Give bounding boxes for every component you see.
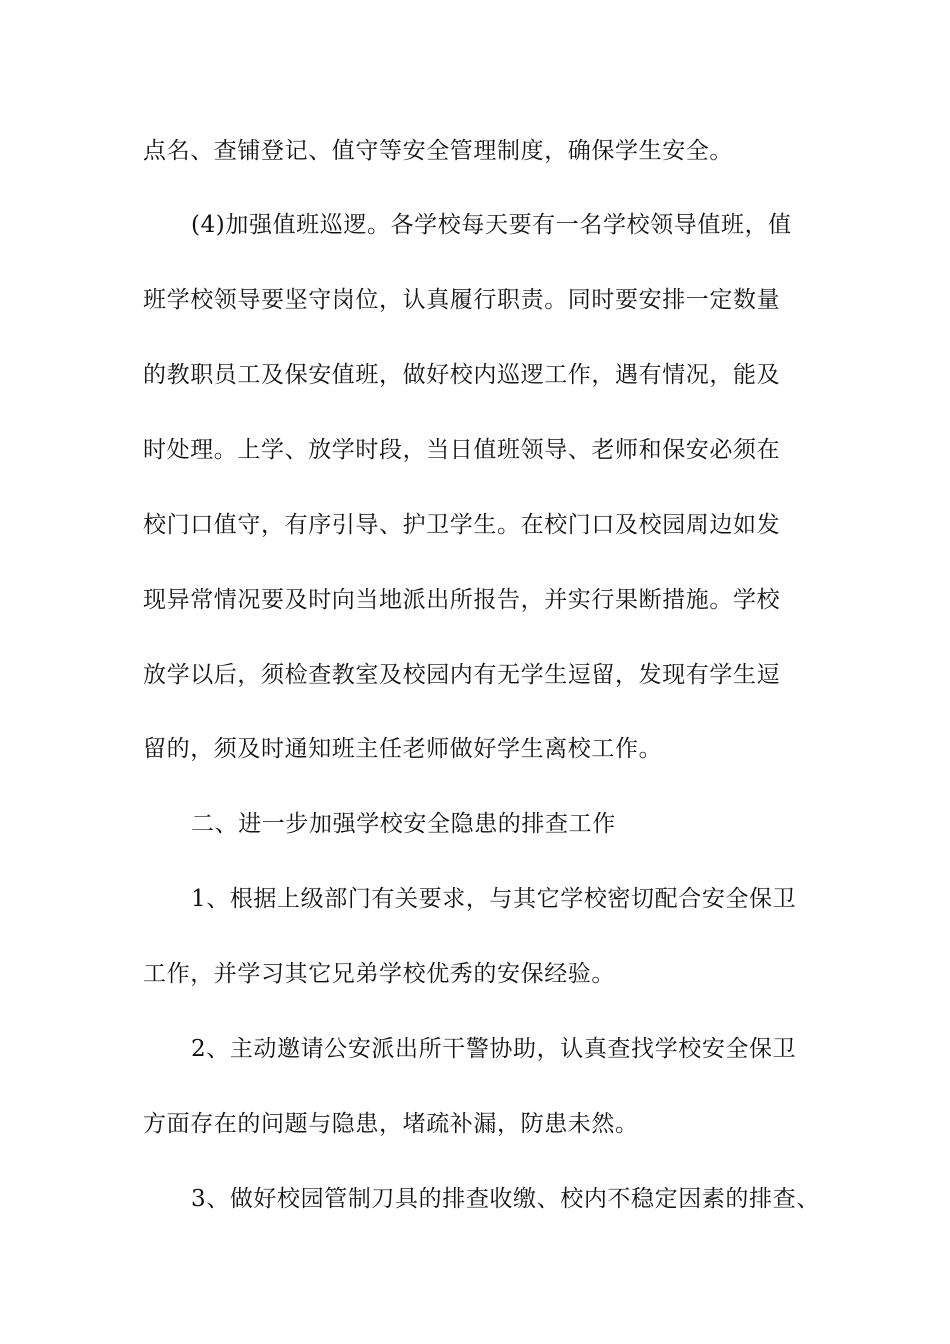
text-line: 2、主动邀请公安派出所干警协助，认真查找学校安全保卫 — [191, 1036, 797, 1062]
text-line: 留的，须及时通知班主任老师做好学生离校工作。 — [143, 736, 663, 762]
text-line: 校门口值守，有序引导、护卫学生。在校门口及校园周边如发 — [143, 512, 781, 538]
text-line: (4)加强值班巡逻。各学校每天要有一名学校领导值班，值 — [191, 212, 792, 238]
text-line: 放学以后，须检查教室及校园内有无学生逗留，发现有学生逗 — [143, 662, 781, 688]
text-line: 点名、查铺登记、值守等安全管理制度，确保学生安全。 — [143, 138, 733, 164]
text-line: 现异常情况要及时向当地派出所报告，并实行果断措施。学校 — [143, 587, 781, 613]
text-line: 3、做好校园管制刀具的排查收缴、校内不稳定因素的排查、 — [191, 1186, 820, 1212]
text-line: 方面存在的问题与隐患，堵疏补漏，防患未然。 — [143, 1111, 639, 1137]
text-line: 的教职员工及保安值班，做好校内巡逻工作，遇有情况，能及 — [143, 362, 781, 388]
text-line: 时处理。上学、放学时段，当日值班领导、老师和保安必须在 — [143, 437, 781, 463]
section-heading: 二、进一步加强学校安全隐患的排查工作 — [191, 811, 616, 837]
text-line: 1、根据上级部门有关要求，与其它学校密切配合安全保卫 — [191, 886, 797, 912]
text-line: 班学校领导要坚守岗位，认真履行职责。同时要安排一定数量 — [143, 287, 781, 313]
text-line: 工作，并学习其它兄弟学校优秀的安保经验。 — [143, 961, 615, 987]
